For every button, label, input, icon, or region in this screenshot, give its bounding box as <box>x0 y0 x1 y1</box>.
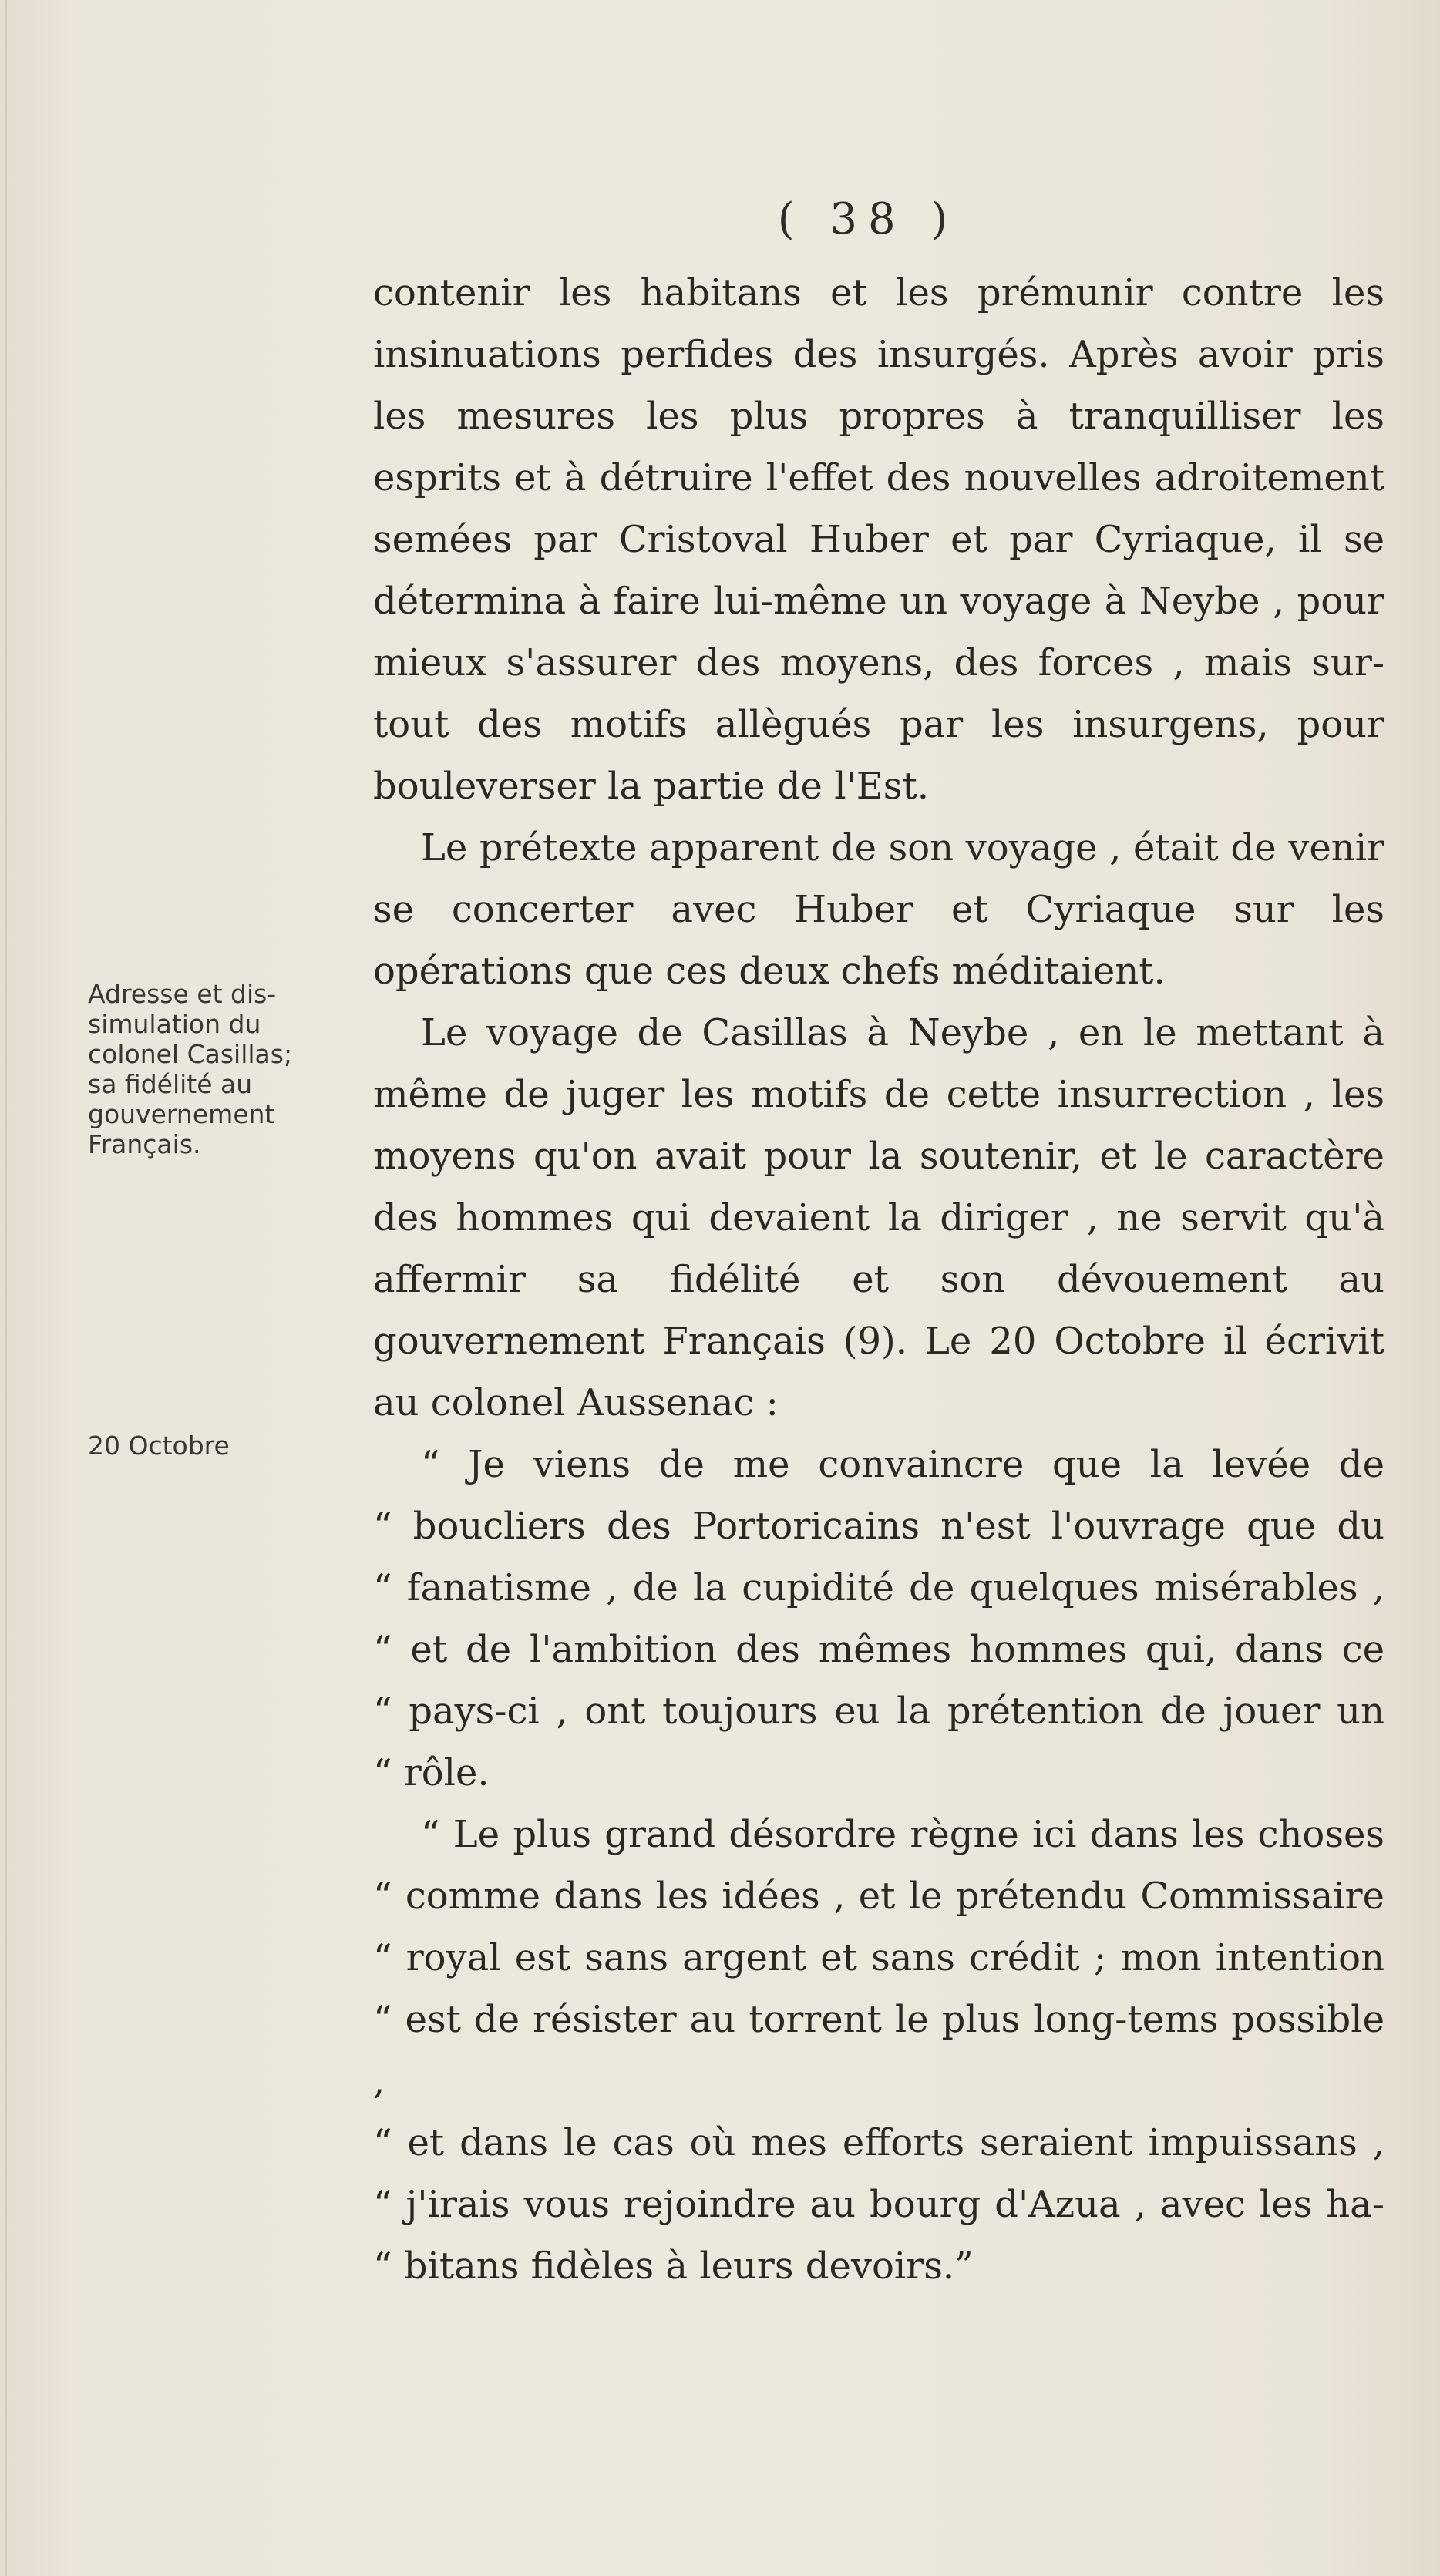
margin-note-line: gouvernement <box>88 1099 275 1129</box>
margin-note-line: sa fidélité au <box>88 1069 253 1099</box>
quote-line: “ boucliers des Portoricains n'est l'ouvrage que du <box>373 1505 1384 1548</box>
quote-line: “ comme dans les idées , et le prétendu Commissaire <box>373 1875 1384 1918</box>
quote-line: “ et dans le cas où mes efforts seraient impuissans , <box>373 2121 1384 2164</box>
quote-line: “ bitans fidèles à leurs devoirs.” <box>373 2245 974 2288</box>
paragraph-1: contenir les habitans et les prémunir contre les insinuations perfides des insurgés. Après avoir pris les mesures les plus propres à tranquilliser les esprits et à détruire l'effet des nouvelles adroitement semées par Cristoval Huber et par Cyriaque, il se détermina à faire lui-même un voyage à Neybe , pour mieux s'assurer des moyens, des forces , mais sur-tout des motifs allègués par les insurgens, pour bouleverser la partie de l'Est. <box>373 271 1384 808</box>
quote-line: “ fanatisme , de la cupidité de quelques misérables , <box>373 1566 1384 1609</box>
quote-line: “ Le plus grand désordre règne ici dans les choses <box>421 1813 1384 1856</box>
margin-note-date <box>88 1431 350 1461</box>
main-text <box>373 262 1384 2297</box>
quote-line: “ est de résister au torrent le plus long-tems possible , <box>373 1998 1384 2103</box>
margin-note-line: Adresse et dis- <box>88 979 277 1009</box>
margin-note-line: simulation du <box>88 1009 261 1039</box>
paragraph-2: Le prétexte apparent de son voyage , était de venir se concerter avec Huber et Cyriaque sur les opérations que ces deux chefs méditaient. <box>373 826 1384 993</box>
quote-line: “ pays-ci , ont toujours eu la prétention de jouer un <box>373 1690 1384 1733</box>
paragraph-3: Le voyage de Casillas à Neybe , en le mettant à même de juger les motifs de cette insurrection , les moyens qu'on avait pour la soutenir, et le caractère des hommes qui devaient la diriger , ne servit qu'à affermir sa fidélité et son dévouement au gouvernement Français (9). Le 20 Octobre il écrivit au colonel Aussenac : <box>373 1011 1384 1424</box>
quote-line: “ Je viens de me convaincre que la levée de <box>421 1443 1384 1486</box>
quote-line: “ royal est sans argent et sans crédit ; mon intention <box>373 1936 1384 1979</box>
margin-note-line: 20 Octobre <box>88 1431 230 1461</box>
margin-note-casillas <box>88 979 350 1159</box>
page-number: ( 38 ) <box>777 194 959 244</box>
quotation-2 <box>373 1804 1384 2297</box>
margin-note-line: colonel Casillas; <box>88 1039 293 1069</box>
quote-line: “ rôle. <box>373 1751 490 1794</box>
gutter-line <box>5 0 7 2576</box>
quote-line: “ et de l'ambition des mêmes hommes qui, dans ce <box>373 1628 1384 1671</box>
quotation-1 <box>373 1434 1384 1804</box>
quote-line: “ j'irais vous rejoindre au bourg d'Azua , avec les ha- <box>373 2183 1384 2226</box>
margin-note-line: Français. <box>88 1129 201 1159</box>
